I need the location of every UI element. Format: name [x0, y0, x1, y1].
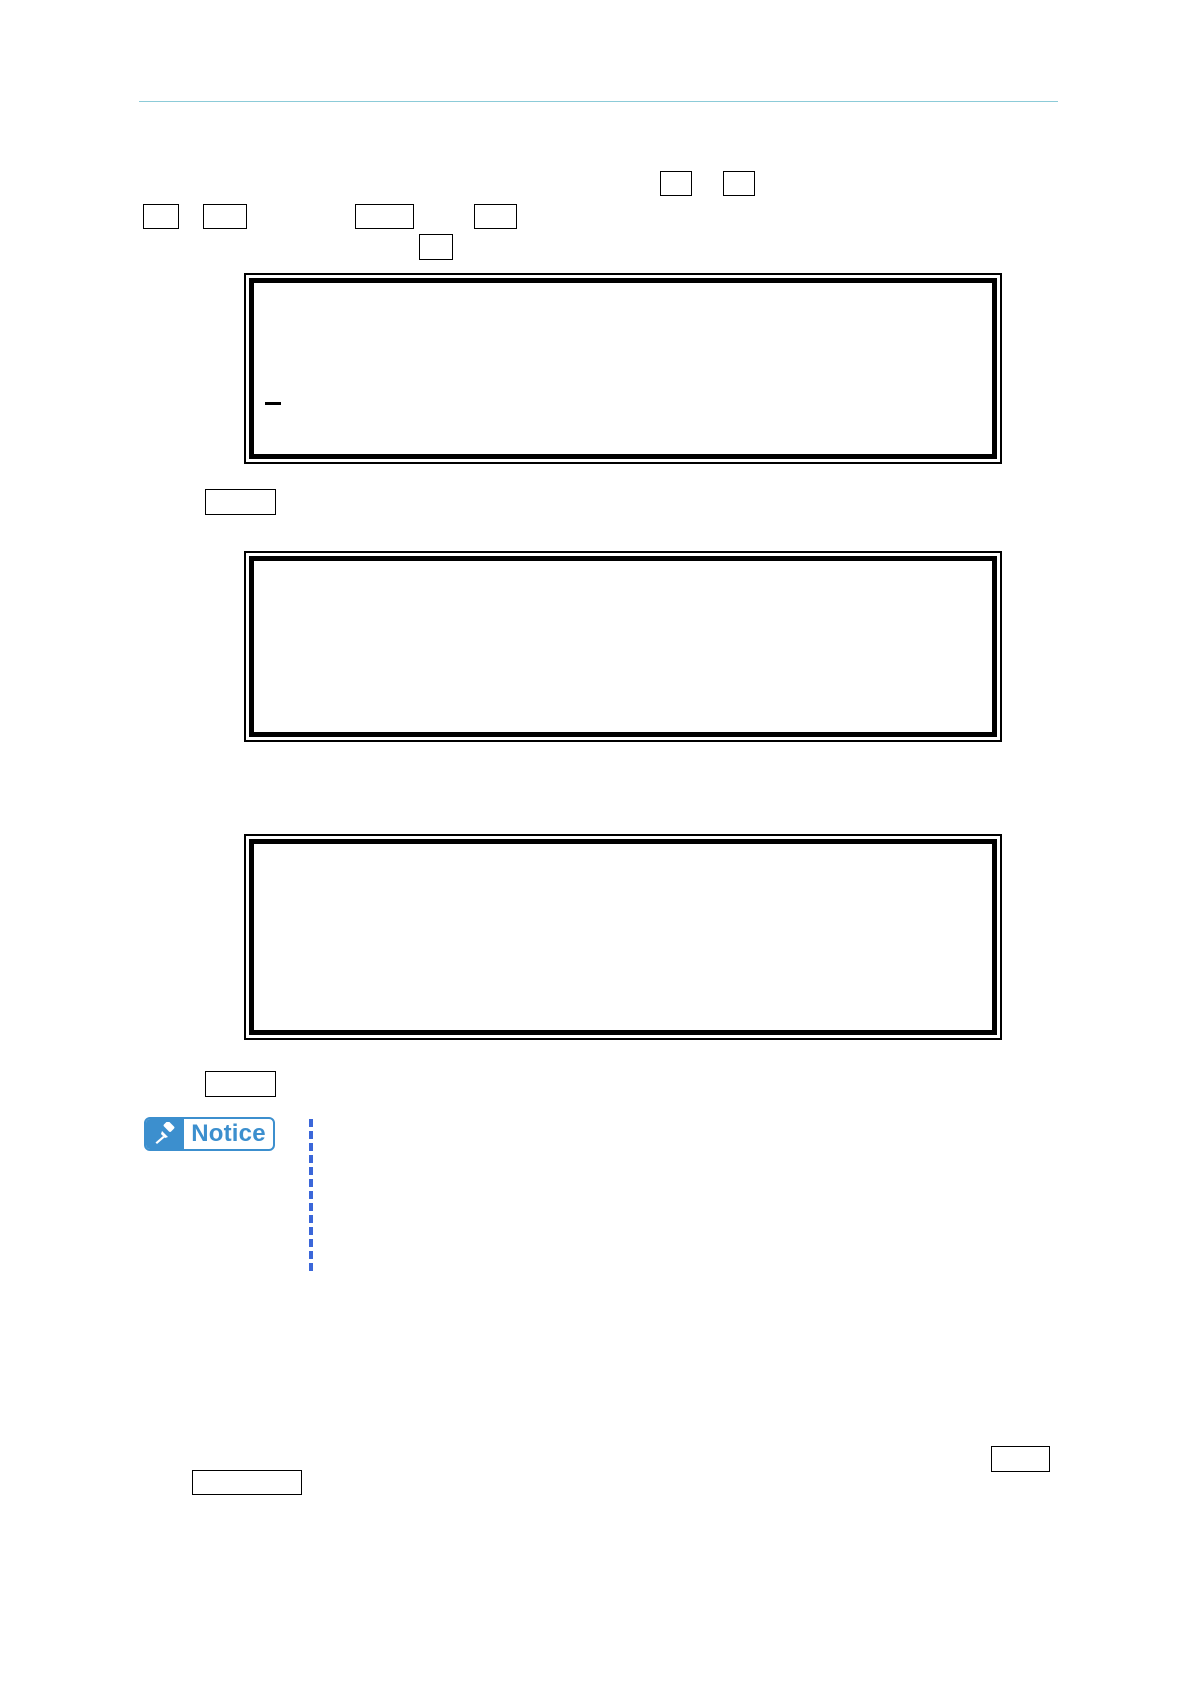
- key-box-1: [660, 171, 692, 196]
- notice-badge: [144, 1117, 275, 1151]
- key-box-3: [143, 204, 179, 229]
- key-box-8: [205, 489, 276, 515]
- notice-divider: [309, 1119, 313, 1271]
- lcd-display-3-frame: [249, 839, 997, 1035]
- key-box-4: [203, 204, 247, 229]
- lcd-display-1-frame: [249, 278, 997, 459]
- key-box-5: [355, 204, 414, 229]
- notice-label: Notice: [191, 1120, 266, 1147]
- lcd-cursor: [265, 402, 281, 405]
- header-rule: [139, 101, 1058, 102]
- lcd-display-2: [244, 551, 1002, 742]
- key-box-2: [723, 171, 755, 196]
- pushpin-icon: [146, 1119, 184, 1149]
- key-box-10: [991, 1446, 1050, 1472]
- lcd-display-3: [244, 834, 1002, 1040]
- lcd-display-1: [244, 273, 1002, 464]
- key-box-11: [192, 1470, 302, 1495]
- lcd-display-2-frame: [249, 556, 997, 737]
- key-box-6: [474, 204, 517, 229]
- key-box-9: [205, 1071, 276, 1097]
- key-box-7: [419, 234, 453, 260]
